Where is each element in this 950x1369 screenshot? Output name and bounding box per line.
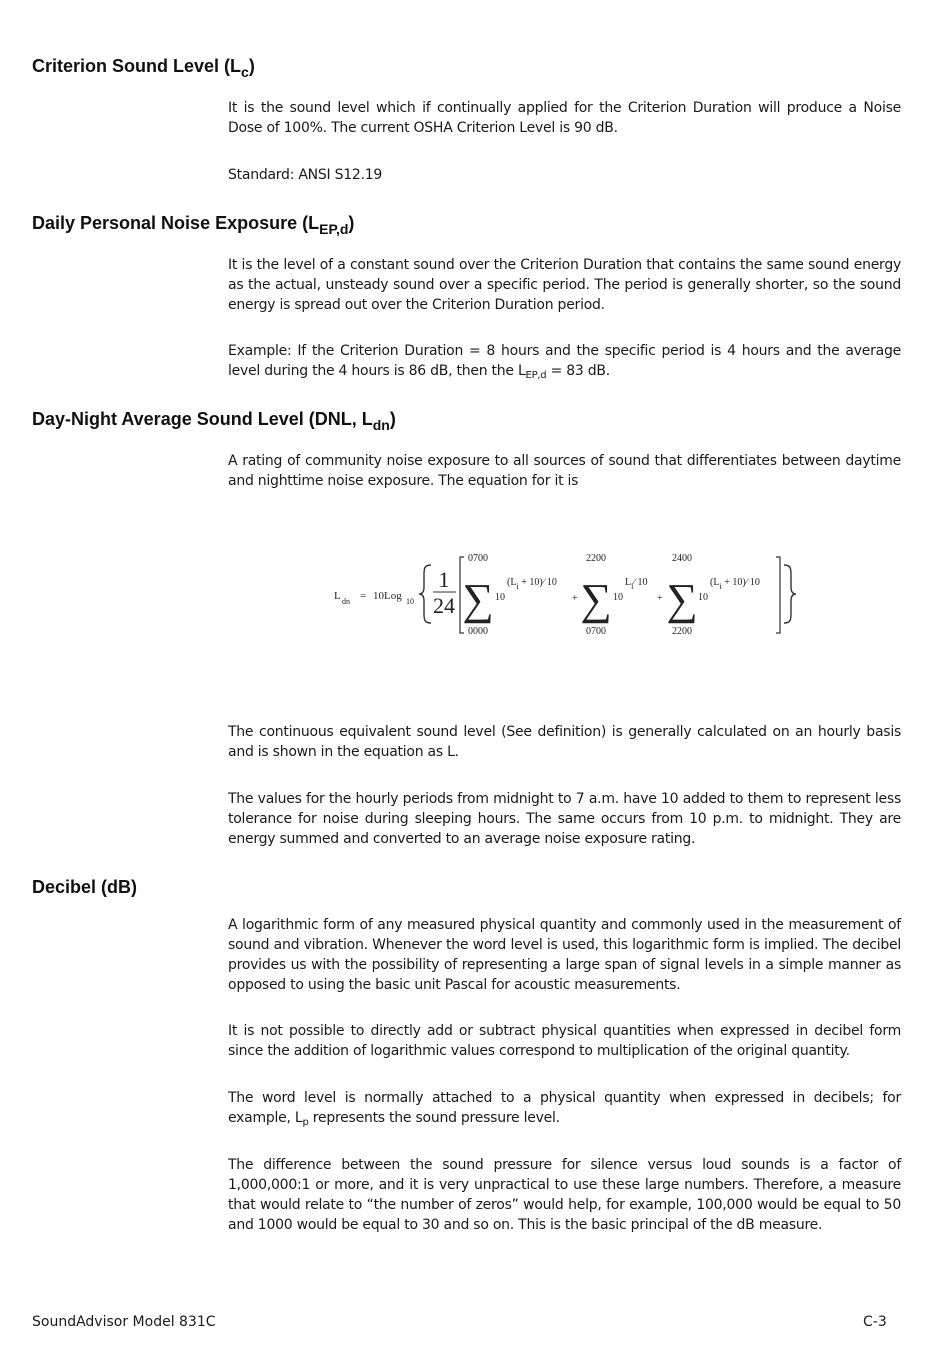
eq-right-brace xyxy=(784,565,796,623)
eq-sum3-base: 10 xyxy=(698,592,708,603)
eq-sum2-exp: $L_i∕$ 10 xyxy=(625,577,648,591)
heading-decibel: Decibel (dB) xyxy=(32,877,138,897)
heading-day-night-average-sound-level: Day-Night Average Sound Level (DNL, $L_{dn}$) xyxy=(32,409,396,433)
eq-sum1-upper: 0700 xyxy=(468,553,488,564)
eq-frac-den: 24 xyxy=(433,593,455,618)
lepd-example: Example: If the Criterion Duration = 8 hours and the specific period is 4 hours and the average level during the 4 hours is 86 dB, then the $L_{EP,d} = 83$ dB. xyxy=(228,343,901,381)
lepd-definition: It is the level of a constant sound over the Criterion Duration that contains the same sound energy as the actual, unsteady sound over a specific period. The period is generally shorter, so the sound energy is spread out over the Criterion Duration period. xyxy=(228,257,901,313)
eq-sum3-exp: ($L_i$ + 10)∕ 10 xyxy=(710,577,760,591)
decibel-level-note: The word level is normally attached to a physical quantity when expressed in decibels; for example, $L_p$ represents the sound pressure level. xyxy=(228,1090,901,1128)
decibel-addition-note: It is not possible to directly add or subtract physical quantities when expressed in decibel form since the addition of logarithmic values correspond to multiplication of the original quantity. xyxy=(228,1023,901,1059)
criterion-standard: Standard: ANSI S12.19 xyxy=(228,167,383,183)
eq-plus-2: + xyxy=(657,593,663,604)
eq-sum3-sigma: ∑ xyxy=(666,575,698,624)
eq-equals: = xyxy=(360,590,367,602)
eq-sum3-lower: 2200 xyxy=(672,626,692,637)
eq-sum1-base: 10 xyxy=(495,592,505,603)
eq-plus-1: + xyxy=(572,593,578,604)
dnl-hourly-note: The continuous equivalent sound level (See definition) is generally calculated on an hourly basis and is shown in the equation as L. xyxy=(228,724,901,760)
eq-sum1-exp: ($L_i$ + 10)∕ 10 xyxy=(507,577,557,591)
dnl-equation xyxy=(330,545,800,645)
eq-sum1-lower: 0000 xyxy=(468,626,488,637)
decibel-definition: A logarithmic form of any measured physical quantity and commonly used in the measurement of sound and vibration. Whenever the word level is used, this logarithmic form is implied. The decibel provides us with the possibility of representing a large span of signal levels in a simple manner as opposed to using the basic unit Pascal for acoustic measurements. xyxy=(228,917,901,993)
eq-lhs: L xyxy=(334,590,341,602)
eq-frac-num: 1 xyxy=(438,567,450,592)
decibel-principle: The difference between the sound pressure for silence versus loud sounds is a factor of 1,000,000:1 or more, and it is very unpractical to use these large numbers. Therefore, a measure that would relate to “the number of zeros” would help, for example, 100,000 would be equal to 50 and 1000 would be equal to 30 and so on. This is the basic principal of the dB measure. xyxy=(228,1157,901,1233)
eq-lhs-sub: dn xyxy=(342,597,350,606)
eq-log: 10Log xyxy=(373,590,402,602)
eq-log-sub: 10 xyxy=(406,597,414,606)
dnl-night-penalty: The values for the hourly periods from midnight to 7 a.m. have 10 added to them to represent less tolerance for noise during sleeping hours. The same occurs from 10 p.m. to midnight. They are energy summed and converted to an average noise exposure rating. xyxy=(228,791,901,847)
eq-sum2-sigma: ∑ xyxy=(580,575,612,624)
eq-sum3-upper: 2400 xyxy=(672,553,692,564)
eq-sum2-upper: 2200 xyxy=(586,553,606,564)
criterion-definition: It is the sound level which if continually applied for the Criterion Duration will produce a Noise Dose of 100%. The current OSHA Criterion Level is 90 dB. xyxy=(228,100,901,136)
eq-sum2-lower: 0700 xyxy=(586,626,606,637)
heading-criterion-sound-level: Criterion Sound Level $(L_c)$ xyxy=(32,56,255,80)
heading-daily-personal-noise-exposure: Daily Personal Noise Exposure $(L_{EP,d})$ xyxy=(32,213,355,237)
footer-model: SoundAdvisor Model 831C xyxy=(32,1314,216,1330)
eq-right-bracket xyxy=(776,557,780,633)
dnl-definition: A rating of community noise exposure to all sources of sound that differentiates between daytime and nighttime noise exposure. The equation for it is xyxy=(228,453,901,489)
footer-page-number: C-3 xyxy=(863,1314,887,1330)
eq-sum1-sigma: ∑ xyxy=(462,575,494,624)
eq-sum2-base: 10 xyxy=(613,592,623,603)
eq-left-brace xyxy=(419,565,431,623)
